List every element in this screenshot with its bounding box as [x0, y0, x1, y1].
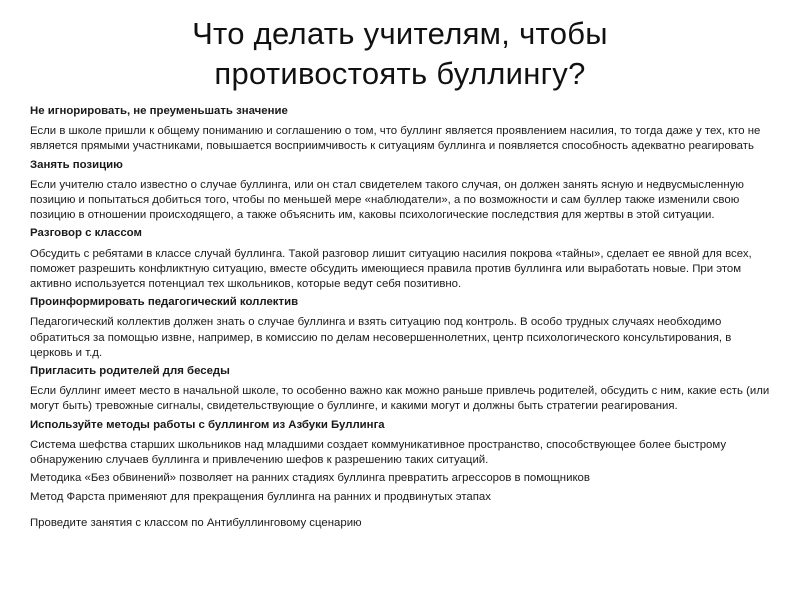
section-heading: Разговор с классом [30, 227, 142, 240]
section-body: Если учителю стало известно о случае буллинга, или он стал свидетелем такого случая, он должен занять ясную и недвусмысленную позицию и попытаться добиться того, чтобы по меньшей мере «наблюдатели», а по возможности и сам буллер также изменили свою позицию в отношении происходящего, а также объяснить им, каковы психологические последствия для жертвы в этой ситуации. [30, 178, 744, 222]
method-farst: Метод Фарста применяют для прекращения буллинга на ранних и продвинутых этапах [30, 491, 491, 504]
section-body: Если буллинг имеет место в начальной школе, то особенно важно как можно раньше привлечь родителей, обсудить с ним, какие есть (или могут быть) тревожные сигналы, свидетельствующие о буллинге, и какими могут и должны быть стратегии реагирования. [30, 385, 770, 413]
method-no-blame: Методика «Без обвинений» позволяет на ранних стадиях буллинга превратить агрессоров в помощников [30, 472, 590, 485]
section-heading: Пригласить родителей для беседы [30, 365, 230, 378]
section-inform-staff [30, 295, 774, 361]
slide-title [0, 14, 800, 94]
section-body: Система шефства старших школьников над младшими создает коммуникативное пространство, способствующее более быстрому обнаружению случаев буллинга и привлечению шефов к разрешению таких ситуаций. [30, 438, 727, 467]
slide-title-line-1: Что делать учителям, чтобы [192, 16, 608, 51]
section-ignore [30, 104, 774, 155]
section-heading: Используйте методы работы с буллингом из Азбуки Буллинга [30, 418, 385, 431]
section-class-talk [30, 226, 774, 292]
section-heading: Не игнорировать, не преуменьшать значение [30, 105, 288, 117]
slide-title-line-2: противостоять буллингу? [214, 56, 586, 91]
section-position [30, 158, 774, 224]
section-heading: Занять позицию [30, 158, 123, 171]
section-body: Педагогический коллектив должен знать о случае буллинга и взять ситуацию под контроль. В особо трудных случаях необходимо обратиться за помощью извне, например, в комиссию по делам несовершеннолетних, центр психологического консультирования, в церковь и т.д. [30, 316, 732, 359]
section-methods [30, 418, 774, 506]
section-body: Обсудить с ребятами в классе случай буллинга. Такой разговор лишит ситуацию насилия покрова «тайны», сделает ее явной для всех, поможет разрешить конфликтную ситуацию, вместе обсудить имеющиеся правила против буллинга или выработать новые. При этом активно используется потенциал тех школьников, которые ведут себя позитивно. [30, 247, 752, 291]
slide-content [30, 104, 774, 534]
section-heading: Проинформировать педагогический коллектив [30, 296, 299, 309]
section-parents [30, 364, 774, 415]
section-body: Если в школе пришли к общему пониманию и соглашению о том, что буллинг является проявлением насилия, то тогда даже у тех, кто не является прямыми участниками, повышается восприимчивость к ситуациям буллинга и появляется способность адекватно реагировать [30, 125, 761, 153]
footer-line: Проведите занятия с классом по Антибуллинговому сценарию [30, 516, 362, 529]
